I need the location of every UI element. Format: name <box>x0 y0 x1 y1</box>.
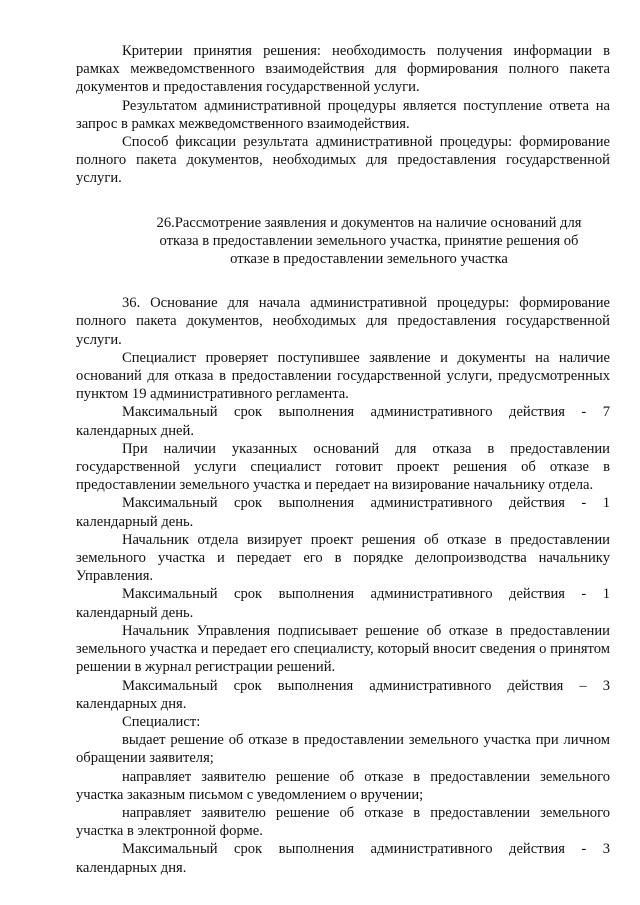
section-heading-line-1: 26.Рассмотрение заявления и документов на наличие оснований для <box>156 214 582 231</box>
body-paragraph-1: 36. Основание для начала административной процедуры: формирование полного пакета документов, необходимых для предоставления государственной услуги. <box>76 295 610 348</box>
body-paragraph-14: Максимальный срок выполнения административного действия - 3 календарных дня. <box>76 841 610 876</box>
body-paragraph-10: Специалист: <box>122 713 201 730</box>
body-paragraph-13: направляет заявителю решение об отказе в предоставлении земельного участка в электронной форме. <box>76 804 610 840</box>
body-paragraph-12: направляет заявителю решение об отказе в предоставлении земельного участка заказным письмом с уведомлением о вручении; <box>76 768 610 803</box>
body-paragraph-2: Специалист проверяет поступившее заявление и документы на наличие оснований для отказа в предоставлении государственной услуги, предусмотренных пунктом 19 административного регламента. <box>76 349 610 403</box>
body-paragraph-11: выдает решение об отказе в предоставлении земельного участка при личном обращении заявителя; <box>76 732 610 767</box>
intro-paragraph-1: Критерии принятия решения: необходимость получения информации в рамках межведомственного взаимодействия для формирования полного пакета документов и предоставления государственной услуги. <box>76 43 610 96</box>
body-paragraph-8: Начальник Управления подписывает решение об отказе в предоставлении земельного участка и передает его специалисту, который вносит сведения о принятом решении в журнал регистрации решений. <box>76 622 610 676</box>
body-paragraph-7: Максимальный срок выполнения административного действия - 1 календарный день. <box>76 586 610 621</box>
body-paragraph-3: Максимальный срок выполнения административного действия - 7 календарных дней. <box>76 404 610 439</box>
body-paragraph-9: Максимальный срок выполнения административного действия – 3 календарных дня. <box>76 677 610 712</box>
body-paragraph-4: При наличии указанных оснований для отказа в предоставлении государственной услуги специалист готовит проект решения об отказе в предоставлении земельного участка и передает на визирование начальнику отдела. <box>76 440 610 494</box>
intro-paragraph-2: Результатом административной процедуры является поступление ответа на запрос в рамках межведомственного взаимодействия. <box>76 97 610 132</box>
body-paragraph-6: Начальник отдела визирует проект решения об отказе в предоставлении земельного участка и передает его в порядке делопроизводства начальнику Управления. <box>76 531 610 585</box>
section-heading-line-2: отказа в предоставлении земельного участка, принятие решения об <box>159 232 579 249</box>
section-heading <box>154 214 584 269</box>
section-heading-line-3: отказе в предоставлении земельного участка <box>230 251 508 268</box>
intro-paragraph-3: Способ фиксации результата административной процедуры: формирование полного пакета документов, необходимых для предоставления государственной услуги. <box>76 134 610 187</box>
body-paragraph-5: Максимальный срок выполнения административного действия - 1 календарный день. <box>76 495 610 530</box>
